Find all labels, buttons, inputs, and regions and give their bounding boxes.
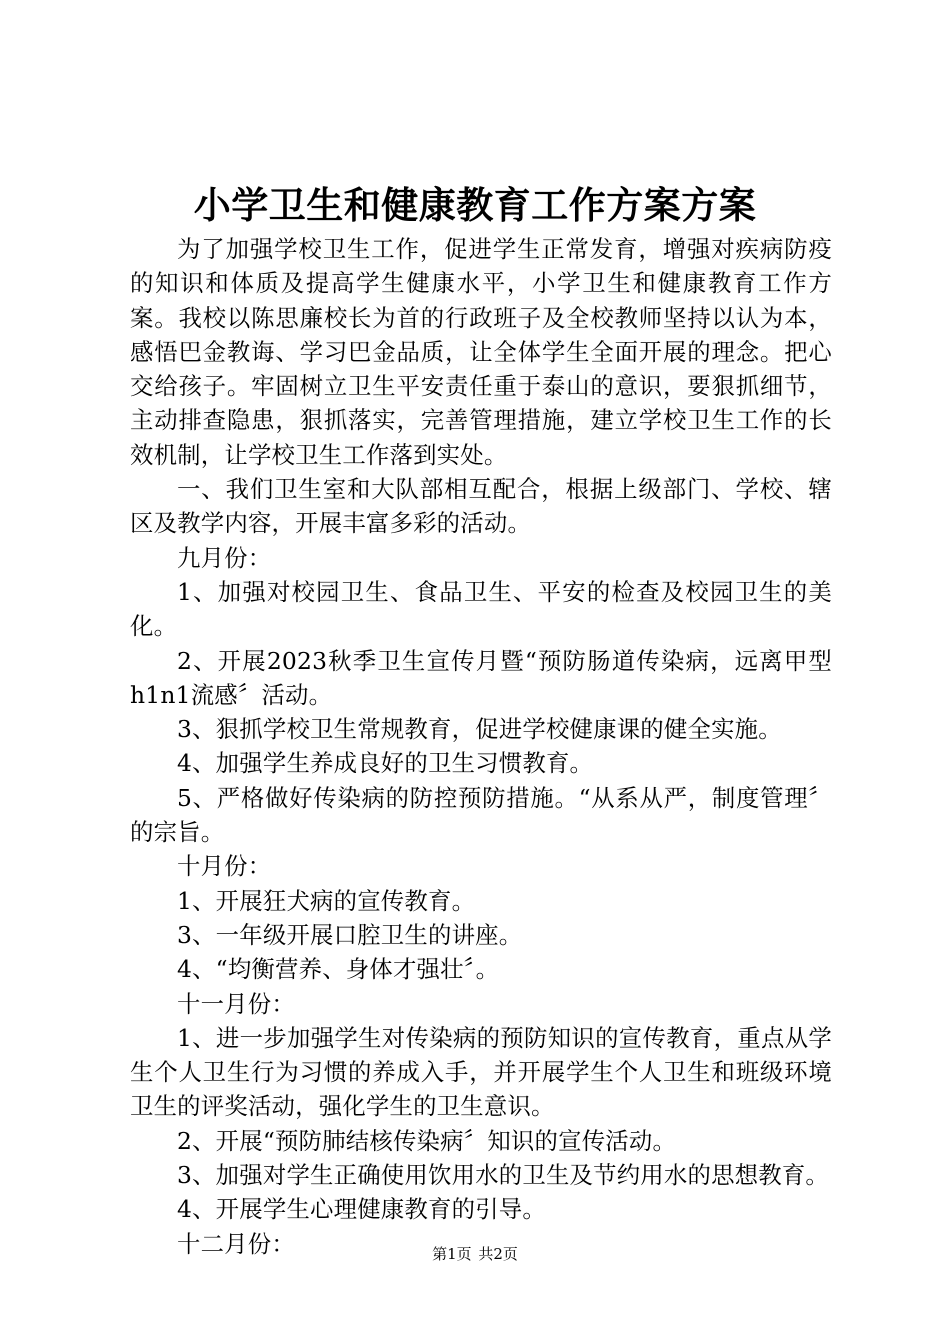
page-footer [0, 1243, 950, 1265]
heading-november: 十一月份： [177, 989, 295, 1018]
page-number: 第1页 [432, 1245, 472, 1263]
heading-december: 十二月份： [177, 1229, 295, 1258]
list-item: 4、开展学生心理健康教育的引导。 [177, 1195, 546, 1224]
list-item: 1、进一步加强学生对传染病的预防知识的宣传教育，重点从学生个人卫生行为习惯的养成入手，并开展学生个人卫生和班级环境卫生的评奖活动，强化学生的卫生意识。 [130, 1023, 832, 1121]
document-body [130, 232, 832, 1261]
heading-september: 九月份： [177, 543, 272, 572]
list-item: 5、严格做好传染病的防控预防措施。“从系从严，制度管理〞的宗旨。 [130, 783, 832, 847]
list-item: 4、“均衡营养、身体才强壮〞。 [177, 955, 500, 984]
paragraph-section-one: 一、我们卫生室和大队部相互配合，根据上级部门、学校、辖区及教学内容，开展丰富多彩的活动。 [130, 475, 832, 538]
list-item: 1、开展狂犬病的宣传教育。 [177, 886, 476, 915]
list-item: 3、加强对学生正确使用饮用水的卫生及节约用水的思想教育。 [177, 1161, 830, 1190]
paragraph-intro: 为了加强学校卫生工作，促进学生正常发育，增强对疾病防疫的知识和体质及提高学生健康水平，小学卫生和健康教育工作方案。我校以陈思廉校长为首的行政班子及全校教师坚持以认为本，感悟巴金教诲、学习巴金品质，让全体学生全面开展的理念。把心交给孩子。牢固树立卫生平安责任重于泰山的意识，要狠抓细节，主动排查隐患，狠抓落实，完善管理措施，建立学校卫生工作的长效机制，让学校卫生工作落到实处。 [130, 235, 832, 469]
list-item: 4、加强学生养成良好的卫生习惯教育。 [177, 749, 594, 778]
list-item: 3、狠抓学校卫生常规教育，促进学校健康课的健全实施。 [177, 715, 782, 744]
list-item: 2、开展“预防肺结核传染病〞知识的宣传活动。 [177, 1126, 677, 1155]
document-title: 小学卫生和健康教育工作方案方案 [193, 184, 757, 227]
list-item: 1、加强对校园卫生、食品卫生、平安的检查及校园卫生的美化。 [130, 577, 832, 641]
page-total: 共2页 [478, 1245, 518, 1263]
heading-october: 十月份： [177, 852, 272, 881]
list-item: 3、一年级开展口腔卫生的讲座。 [177, 920, 523, 949]
list-item: 2、开展2023秋季卫生宣传月暨“预防肠道传染病，远离甲型h1n1流感〞活动。 [130, 646, 832, 709]
